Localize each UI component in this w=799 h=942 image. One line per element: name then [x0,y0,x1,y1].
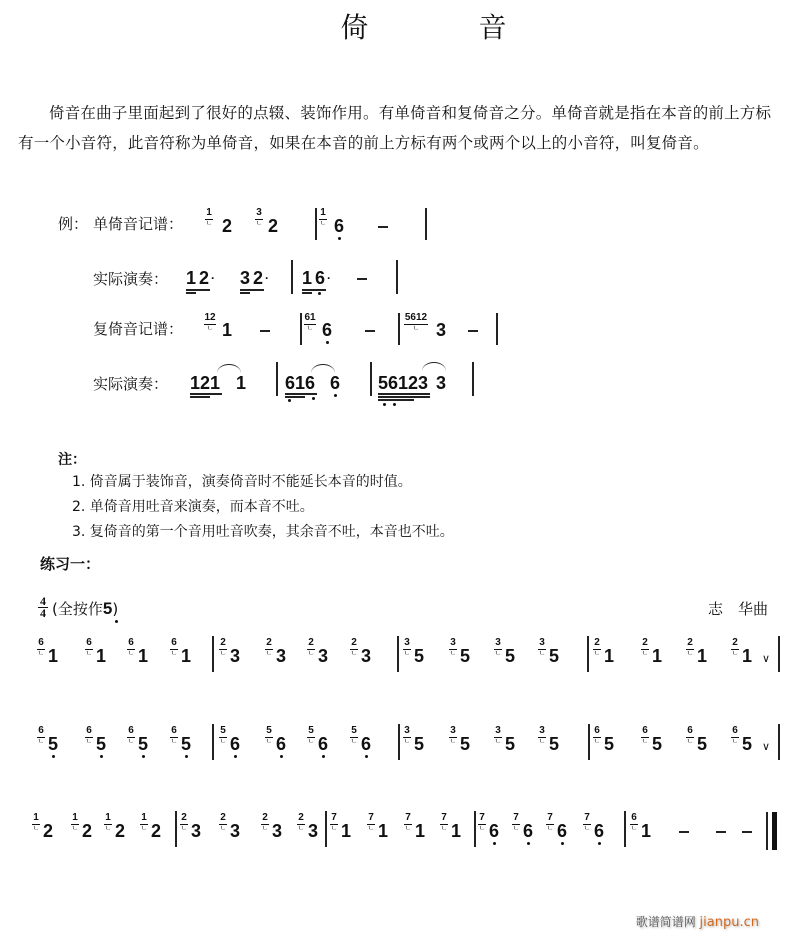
title-char-2: 音 [478,11,507,44]
grace-note: 2 ㄴ [265,637,273,657]
grace-note: 1 ㄴ [319,207,327,227]
note: 1 [236,373,247,393]
low-octave-dot [334,394,337,397]
grace-note: 3 ㄴ [403,725,411,745]
grace-note: 6 ㄴ [37,637,45,657]
grace-note: 3 ㄴ [494,725,502,745]
notes-heading: 注： [58,452,86,468]
note: 1 [604,646,615,666]
note: 6 [315,268,326,288]
note: 2 [268,216,279,236]
low-octave-dot [288,399,291,402]
dot-mark: · [265,271,269,285]
note: 3 [308,821,319,841]
low-octave-dot [115,620,118,623]
note: 2 [253,268,264,288]
grace-note: 6 ㄴ [85,725,93,745]
dash [357,278,367,280]
note: 1 [742,646,753,666]
underline [285,393,317,395]
note: 5 [652,734,663,754]
example-prefix: 例： [58,215,89,233]
exercise-heading: 练习一： [40,555,101,573]
bar-line [496,313,498,345]
grace-note: 6 ㄴ [127,637,135,657]
low-octave-dot [185,755,188,758]
composer: 志 华曲 [708,600,769,618]
underline [186,289,210,291]
note: 1 [697,646,708,666]
note: 1 [341,821,352,841]
low-octave-dot [312,397,315,400]
note: 3 [230,646,241,666]
dash [679,831,689,833]
note: 6 [557,821,568,841]
note: 3 [318,646,329,666]
note: 1 [181,646,192,666]
grace-note: 7 ㄴ [583,812,591,832]
grace-note: 2 ㄴ [641,637,649,657]
grace-note: 3 ㄴ [403,637,411,657]
grace-note: 12 ㄴ [204,312,216,332]
note: 5 [460,734,471,754]
grace-note: 6 ㄴ [686,725,694,745]
note: 5 [48,734,59,754]
note: 1 [641,821,652,841]
low-octave-dot [598,842,601,845]
bar-line [425,208,427,240]
note: 1 [138,646,149,666]
bar-line [778,724,780,760]
low-octave-dot [527,842,530,845]
grace-note: 7 ㄴ [330,812,338,832]
note: 2 [222,216,233,236]
note: 1 [222,320,233,340]
note: 6 [322,320,333,340]
grace-note: 1 ㄴ [71,812,79,832]
note: 5 [460,646,471,666]
note-item-1: 1. 倚音属于装饰音，演奏倚音时不能延长本音的时值。 [72,474,412,490]
grace-note: 5612 ㄴ [404,312,428,332]
note: 5 [697,734,708,754]
grace-note: 6 ㄴ [85,637,93,657]
note: 5 [549,646,560,666]
bar-line [398,313,400,345]
grace-note: 7 ㄴ [478,812,486,832]
grace-note: 5 ㄴ [307,725,315,745]
low-octave-dot [561,842,564,845]
low-octave-dot [280,755,283,758]
grace-note: 3 ㄴ [255,207,263,227]
note: 5 [505,646,516,666]
underline [285,396,305,398]
note: 2 [115,821,126,841]
dot-mark: · [211,271,215,285]
grace-note: 3 ㄴ [449,725,457,745]
key-annotation: (全按作5) [52,599,119,618]
dash [468,330,478,332]
note: 3 [276,646,287,666]
note: 5 [549,734,560,754]
bar-line [588,724,590,760]
note: 6 [489,821,500,841]
grace-note: 2 ㄴ [731,637,739,657]
grace-note: 1 ㄴ [32,812,40,832]
note: 6 [523,821,534,841]
note: 3 [361,646,372,666]
underline [302,292,312,294]
note: 5 [414,734,425,754]
grace-note: 61 ㄴ [304,312,316,332]
note: 6 [334,216,345,236]
note: 6 [318,734,329,754]
grace-note: 6 ㄴ [593,725,601,745]
breath-mark: ∨ [762,652,771,665]
bar-line [300,313,302,345]
note: 6 [276,734,287,754]
note: 121 [190,373,221,393]
bar-line [472,362,474,396]
compound-actual-label: 实际演奏： [93,375,169,393]
note: 3 [191,821,202,841]
dash [716,831,726,833]
low-octave-dot [383,403,386,406]
underline [240,292,250,294]
low-octave-dot [326,341,329,344]
note: 2 [151,821,162,841]
note: 616 [285,373,316,393]
grace-note: 3 ㄴ [538,637,546,657]
note: 56123 [378,373,429,393]
bar-line [325,811,327,847]
note: 1 [378,821,389,841]
grace-note: 3 ㄴ [538,725,546,745]
dash [378,226,388,228]
dash [260,330,270,332]
note: 5 [505,734,516,754]
note: 6 [361,734,372,754]
note: 5 [414,646,425,666]
bar-line [624,811,626,847]
bar-line [175,811,177,847]
grace-note: 2 ㄴ [593,637,601,657]
slur [311,364,335,373]
note: 5 [604,734,615,754]
underline [378,393,430,395]
breath-mark: ∨ [762,740,771,753]
underline [378,396,430,398]
grace-note: 3 ㄴ [494,637,502,657]
grace-note: 6 ㄴ [37,725,45,745]
dash [365,330,375,332]
grace-note: 7 ㄴ [367,812,375,832]
bar-line [396,260,398,294]
grace-note: 5 ㄴ [265,725,273,745]
bar-line [291,260,293,294]
grace-note: 5 ㄴ [350,725,358,745]
grace-note: 7 ㄴ [404,812,412,832]
low-octave-dot [318,292,321,295]
bar-line [587,636,589,672]
low-octave-dot [100,755,103,758]
grace-note: 1 ㄴ [140,812,148,832]
note: 3 [240,268,251,288]
slur [422,362,446,371]
note: 5 [742,734,753,754]
note: 1 [48,646,59,666]
grace-note: 2 ㄴ [180,812,188,832]
underline [190,393,222,395]
note: 6 [594,821,605,841]
underline [240,289,264,291]
grace-note: 2 ㄴ [219,637,227,657]
note-item-3: 3. 复倚音的第一个音用吐音吹奏，其余音不吐，本音也不吐。 [72,524,454,540]
note: 5 [96,734,107,754]
grace-note: 2 ㄴ [350,637,358,657]
intro-paragraph: 倚音在曲子里面起到了很好的点辍、装饰作用。有单倚音和复倚音之分。单倚音就是指在本音的前上方标有一个小音符，此音符称为单倚音，如果在本音的前上方标有两个或两个以上的小音符，叫复倚音。 [18,104,772,152]
bar-line [370,362,372,396]
note: 3 [272,821,283,841]
underline [186,292,196,294]
low-octave-dot [365,755,368,758]
time-signature: 4 4 [40,594,46,620]
low-octave-dot [234,755,237,758]
low-octave-dot [338,237,341,240]
note: 1 [96,646,107,666]
grace-note: 1 ㄴ [205,207,213,227]
grace-note: 6 ㄴ [127,725,135,745]
bar-line [778,636,780,672]
note: 3 [230,821,241,841]
single-actual-label: 实际演奏： [93,270,169,288]
note: 5 [138,734,149,754]
note: 5 [181,734,192,754]
note: 1 [302,268,313,288]
grace-note: 6 ㄴ [170,725,178,745]
grace-note: 2 ㄴ [261,812,269,832]
note: 1 [415,821,426,841]
grace-note: 6 ㄴ [170,637,178,657]
note: 1 [652,646,663,666]
compound-notation-label: 复倚音记谱： [93,320,184,338]
title-char-1: 倚 [340,11,369,44]
grace-note: 2 ㄴ [219,812,227,832]
bar-line [315,208,317,240]
underline [190,396,210,398]
final-bar-thick [772,812,777,850]
dash [742,831,752,833]
note: 2 [82,821,93,841]
grace-note: 7 ㄴ [440,812,448,832]
underline [378,399,414,401]
note: 3 [436,373,447,393]
grace-note: 6 ㄴ [641,725,649,745]
grace-note: 2 ㄴ [297,812,305,832]
final-bar-thin [766,812,768,850]
watermark: 歌谱简谱网 jianpu.cn [635,915,759,930]
bar-line [276,362,278,396]
bar-line [398,724,400,760]
grace-note: 7 ㄴ [512,812,520,832]
grace-note: 2 ㄴ [686,637,694,657]
slur [217,364,241,373]
low-octave-dot [52,755,55,758]
note: 1 [186,268,197,288]
note: 1 [451,821,462,841]
grace-note: 7 ㄴ [546,812,554,832]
page-title [0,6,799,46]
note: 6 [230,734,241,754]
note: 2 [199,268,210,288]
bar-line [397,636,399,672]
bar-line [474,811,476,847]
note-item-2: 2. 单倚音用吐音来演奏，而本音不吐。 [72,499,314,515]
low-octave-dot [142,755,145,758]
grace-note: 3 ㄴ [449,637,457,657]
bar-line [212,636,214,672]
grace-note: 6 ㄴ [731,725,739,745]
underline [302,289,326,291]
low-octave-dot [493,842,496,845]
grace-note: 2 ㄴ [307,637,315,657]
grace-note: 1 ㄴ [104,812,112,832]
low-octave-dot [322,755,325,758]
single-notation-label: 单倚音记谱： [93,215,184,233]
note: 2 [43,821,54,841]
dot-mark: · [327,271,331,285]
low-octave-dot [393,403,396,406]
note: 6 [330,373,341,393]
bar-line [212,724,214,760]
note: 3 [436,320,447,340]
grace-note: 5 ㄴ [219,725,227,745]
grace-note: 6 ㄴ [630,812,638,832]
